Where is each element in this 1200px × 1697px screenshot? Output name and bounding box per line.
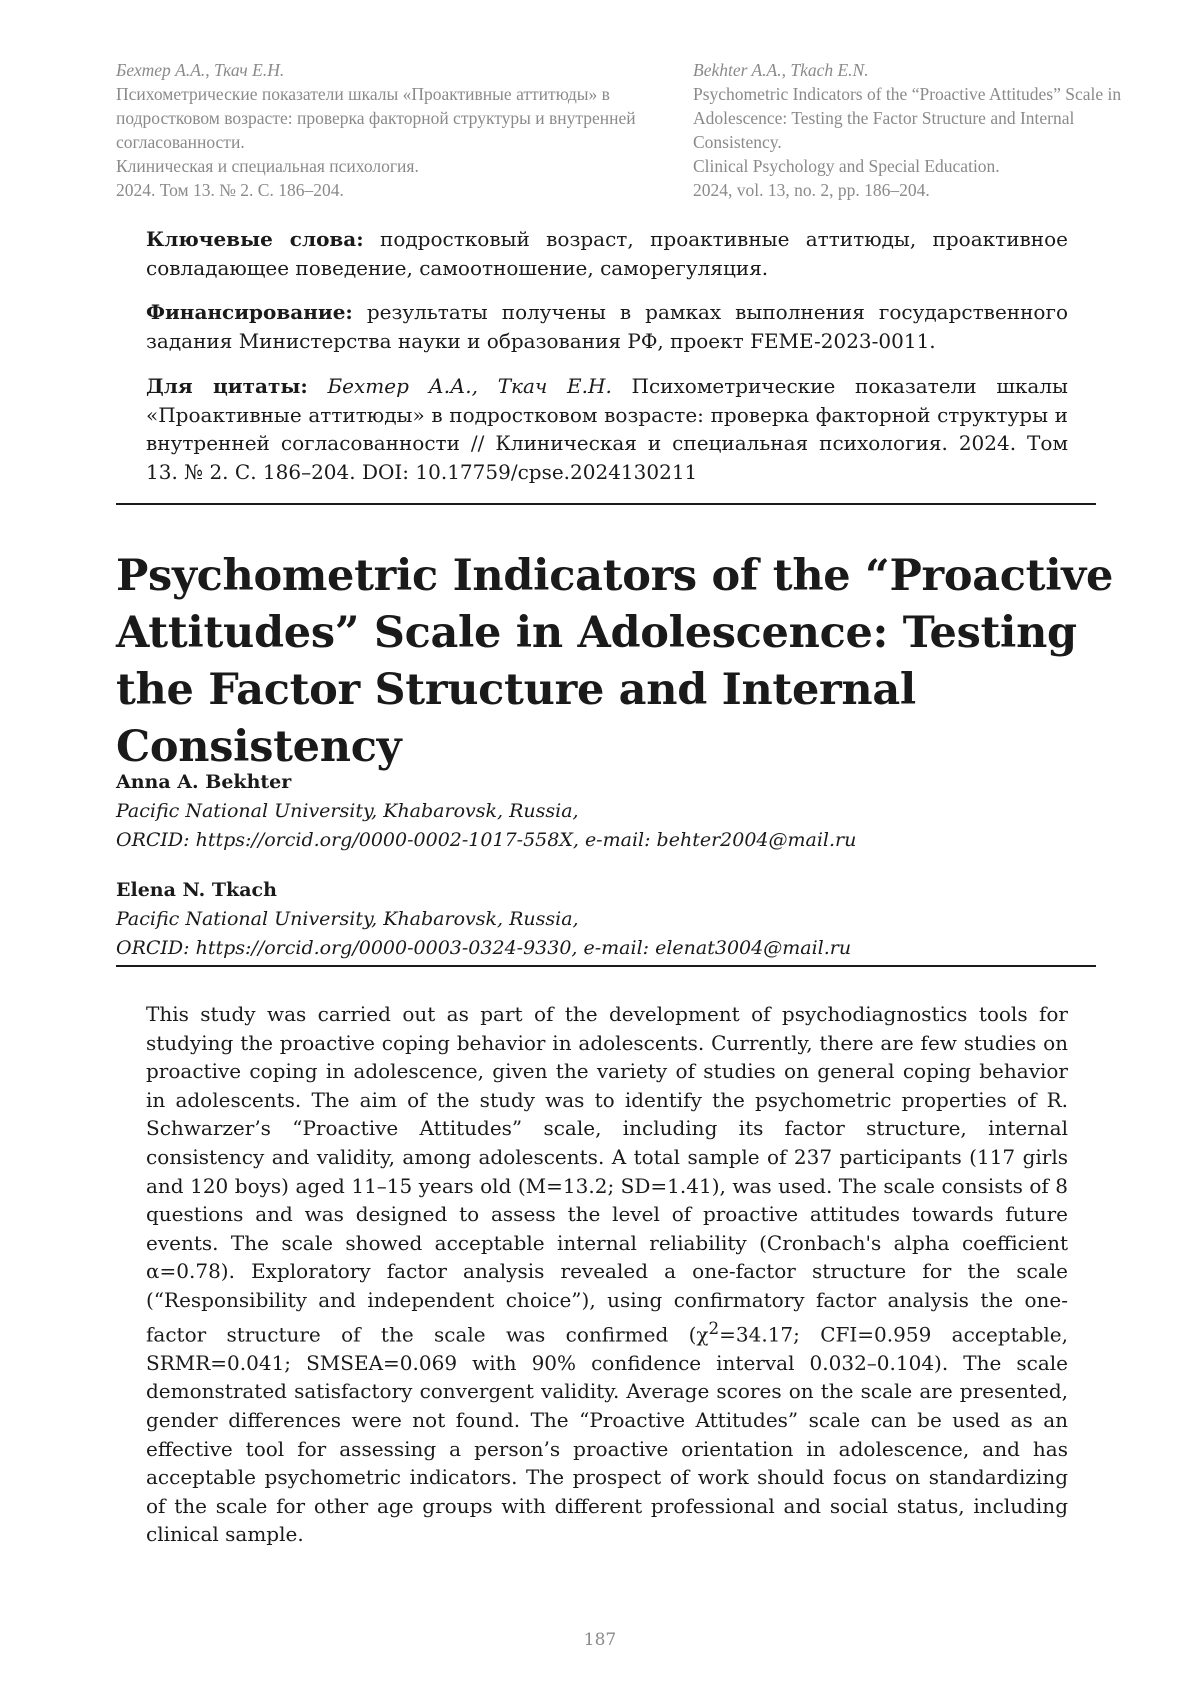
running-header-ru-journal: Клиническая и специальная психология. <box>116 156 419 176</box>
abstract-text <box>146 1000 1068 1549</box>
running-header-ru-issue: 2024. Том 13. № 2. С. 186–204. <box>116 180 344 200</box>
running-header-ru <box>116 58 656 202</box>
author-block-1 <box>116 768 1076 855</box>
citation-block <box>146 372 1068 486</box>
running-header-en-journal: Clinical Psychology and Special Education. <box>693 156 1000 176</box>
running-header-ru-title: Психометрические показатели шкалы «Проактивные аттитюды» в подростковом возрасте: проверка факторной структуры и внутренней согласованности. <box>116 84 636 152</box>
divider-bottom <box>116 965 1096 967</box>
running-header-en <box>693 58 1153 202</box>
divider-top <box>116 503 1096 505</box>
citation-text: Психометрические показатели шкалы «Проактивные аттитюды» в подростковом возрасте: проверка факторной структуры и внутренней согласованности // Клиническая и специальная психология. 2024. Том 13. № 2. С. 186–204. DOI: 10.17759/cpse.2024130211 <box>146 374 1068 484</box>
author-affiliation: Pacific National University, Khabarovsk, Russia, <box>116 800 579 822</box>
running-header-en-title: Psychometric Indicators of the “Proactive Attitudes” Scale in Adolescence: Testing the Factor Structure and Internal Consistency. <box>693 84 1122 152</box>
author-affiliation: Pacific National University, Khabarovsk, Russia, <box>116 908 579 930</box>
abstract-part-1: This study was carried out as part of the development of psychodiagnostics tools for studying the proactive coping behavior in adolescents. Currently, there are few studies on proactive coping in adolescence, given the variety of studies on general coping behavior in adolescents. The aim of the study was to identify the psychometric properties of R. Schwarzer’s “Proactive Attitudes” scale, including its factor structure, internal consistency and validity, among adolescents. A total sample of 237 participants (117 girls and 120 boys) aged 11–15 years old (M=13.2; SD=1.41), was used. The scale consists of 8 questions and was designed to assess the level of proactive attitudes towards future events. The scale showed acceptable internal reliability (Cronbach's alpha coefficient α=0.78). Exploratory factor analysis revealed a one-factor structure for the scale (“Responsibility and independent choice”), using confirmatory factor analysis the one-factor structure of the scale was confirmed (χ <box>146 1002 1068 1347</box>
author-block-2 <box>116 876 1076 963</box>
keywords-text: подростковый возраст, проактивные аттитюды, проактивное совладающее поведение, самоотношение, саморегуляция. <box>146 227 1068 280</box>
running-header-en-authors: Bekhter A.A., Tkach E.N. <box>693 60 869 80</box>
chi-square-superscript: 2 <box>708 1318 720 1338</box>
citation-label: Для цитаты: <box>146 374 308 398</box>
citation-authors: Бехтер А.А., Ткач Е.Н. <box>307 374 612 398</box>
running-header-en-issue: 2024, vol. 13, no. 2, pp. 186–204. <box>693 180 930 200</box>
funding-block <box>146 298 1068 355</box>
author-orcid-email[interactable]: ORCID: https://orcid.org/0000-0003-0324-9330, e-mail: elenat3004@mail.ru <box>116 937 852 959</box>
funding-label: Финансирование: <box>146 300 353 324</box>
author-orcid-email[interactable]: ORCID: https://orcid.org/0000-0002-1017-558X, e-mail: behter2004@mail.ru <box>116 829 857 851</box>
running-header-ru-authors: Бехтер А.А., Ткач Е.Н. <box>116 60 285 80</box>
funding-text: результаты получены в рамках выполнения государственного задания Министерства науки и образования РФ, проект FEME-2023-0011. <box>146 300 1068 353</box>
author-name: Anna A. Bekhter <box>116 771 292 793</box>
author-name: Elena N. Tkach <box>116 879 277 901</box>
article-title: Psychometric Indicators of the “Proactive Attitudes” Scale in Adolescence: Testing the Factor Structure and Internal Consistency <box>116 551 1114 772</box>
page-number: 187 <box>583 1630 617 1650</box>
abstract-part-2: =34.17; CFI=0.959 acceptable, SRMR=0.041; SMSEA=0.069 with 90% confidence interval 0.032–0.104). The scale demonstrated satisfactory convergent validity. Average scores on the scale are presented, gender differences were not found. The “Proactive Attitudes” scale can be used as an effective tool for assessing a person’s proactive orientation in adolescence, and has acceptable psychometric indicators. The prospect of work should focus on standardizing of the scale for other age groups with different professional and social status, including clinical sample. <box>146 1322 1068 1547</box>
keywords-label: Ключевые слова: <box>146 227 364 251</box>
keywords-block <box>146 225 1068 282</box>
